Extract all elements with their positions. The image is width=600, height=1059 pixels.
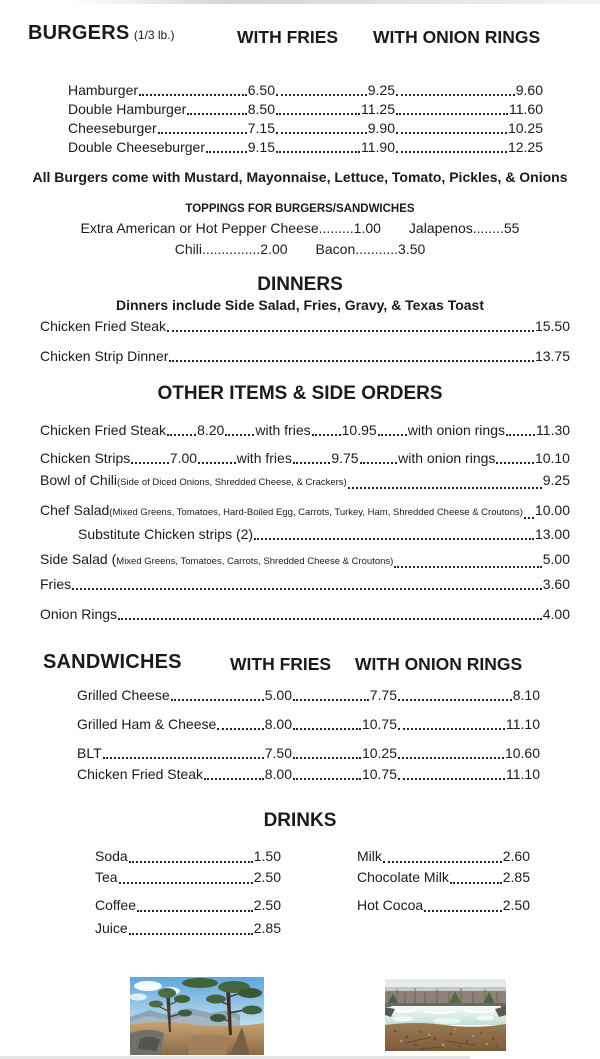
item-price: 7.15: [247, 120, 275, 136]
dot-leader: [137, 910, 253, 912]
item-price: 5.00: [542, 551, 570, 567]
topping-price: 2.00: [260, 241, 288, 257]
item-price: 13.75: [534, 348, 570, 364]
item-name: Double Hamburger: [68, 101, 187, 117]
item-price: 2.50: [502, 897, 530, 913]
with-fries-price: 10.75: [361, 716, 397, 732]
item-name: BLT: [77, 745, 102, 761]
with-onion-rings-price: 9.60: [515, 82, 543, 98]
with-onion-rings-price: 11.10: [506, 716, 540, 732]
item-price: 2.85: [502, 869, 530, 885]
row-chef-salad: [40, 500, 570, 523]
item-price: 5.00: [264, 687, 292, 703]
dot-leader: [293, 778, 361, 780]
item-name: Hamburger: [68, 82, 139, 98]
dot-leader: [225, 434, 254, 436]
dinners-title: DINNERS: [257, 274, 343, 295]
dot-leader: [398, 757, 504, 759]
dot-leader: [424, 910, 502, 912]
dot-leader: [139, 94, 247, 96]
row-blt: [77, 744, 540, 763]
row-coffee: [95, 895, 281, 916]
row-soda: [95, 846, 281, 867]
item-price: 7.50: [264, 745, 292, 761]
dot-leader: [119, 882, 253, 884]
dot-leader: [293, 728, 361, 730]
burgers-note: All Burgers come with Mustard, Mayonnaise, Lettuce, Tomato, Pickles, & Onions: [32, 169, 568, 185]
other-items-title: OTHER ITEMS & SIDE ORDERS: [157, 383, 443, 404]
dot-leader: [396, 132, 507, 134]
dot-leader: [187, 113, 246, 115]
item-name: Chicken Fried Steak: [40, 318, 167, 334]
burgers-header: [28, 22, 175, 45]
item-price: 2.50: [253, 897, 281, 913]
dot-leader: [293, 462, 331, 464]
dot-leader: [158, 132, 247, 134]
item-name: Chocolate Milk: [357, 869, 449, 885]
item-price: 9.15: [247, 139, 275, 155]
dot-leader: [204, 778, 264, 780]
row-substitute-chicken-strips: [78, 524, 570, 544]
dot-leader: [293, 699, 369, 701]
other-items-list: [0, 420, 600, 624]
item-name: Grilled Ham & Cheese: [77, 716, 217, 732]
item-note: Mixed Greens, Tomatoes, Carrots, Shredded Cheese & Croutons): [116, 556, 394, 567]
item-price: 3.60: [542, 576, 570, 592]
dinners-subtitle: Dinners include Side Salad, Fries, Gravy, & Texas Toast: [115, 297, 485, 313]
dot-leader: [360, 462, 398, 464]
row-milk: [357, 846, 530, 867]
dot-leader: [169, 360, 534, 362]
dot-leader: [167, 330, 534, 332]
with-fries-price: 11.90: [361, 139, 395, 155]
drinks-column-left: [95, 846, 281, 939]
row-grilled-ham-cheese: [77, 715, 540, 734]
row-side-salad: [40, 549, 570, 572]
dot-leader: [398, 778, 505, 780]
with-fries-price: 9.25: [367, 82, 395, 98]
dot-leader: [171, 699, 264, 701]
with-fries-price: 10.25: [361, 745, 397, 761]
item-price: 4.00: [542, 606, 570, 622]
with-onion-rings-label: with onion rings: [407, 422, 505, 438]
sandwiches-table: [77, 686, 540, 784]
item-price: 2.60: [502, 848, 530, 864]
col-header-with-fries: WITH FRIES: [237, 27, 339, 47]
topping-item: Extra American or Hot Pepper Cheese.........1.00: [80, 220, 381, 236]
item-name: Chicken Strips: [40, 450, 131, 466]
item-name: Coffee: [95, 897, 136, 913]
item-name: Milk: [357, 848, 382, 864]
item-note: (Mixed Greens, Tomatoes, Hard-Boiled Egg, Carrots, Turkey, Ham, Shredded Cheese & Croutons): [109, 507, 523, 518]
dot-leader: [206, 151, 247, 153]
item-name: Tea: [95, 869, 118, 885]
with-onion-rings-price: 8.10: [512, 687, 540, 703]
with-fries-label: with fries: [236, 450, 292, 466]
sandwiches-title: SANDWICHES: [43, 651, 182, 673]
item-name: Grilled Cheese: [77, 687, 170, 703]
row-hamburger: [68, 81, 543, 100]
row-chicken-fried-steak: [40, 420, 570, 440]
dot-leader: [131, 462, 169, 464]
topping-item: Bacon...........3.50: [315, 241, 426, 257]
with-onion-rings-price: 11.30: [536, 422, 571, 438]
row-chicken-fried-steak-dinner: [40, 316, 570, 336]
dot-leader: [198, 462, 236, 464]
item-name: Side Salad (: [40, 551, 117, 567]
dot-leader: [276, 151, 360, 153]
dot-run: ...............: [201, 241, 261, 257]
dot-leader: [524, 517, 534, 519]
item-note: (Side of Diced Onions, Shredded Cheese, & Crackers): [117, 477, 347, 488]
dot-leader: [312, 434, 341, 436]
row-fries: [40, 574, 570, 594]
toppings-line-2: [0, 241, 600, 257]
dot-leader: [396, 113, 508, 115]
dot-run: ........: [472, 220, 504, 236]
with-fries-price: 10.75: [361, 766, 397, 782]
item-price: 10.00: [534, 502, 570, 518]
dot-leader: [398, 699, 512, 701]
dot-leader: [276, 132, 367, 134]
item-price: 8.20: [197, 422, 225, 438]
burgers-title: BURGERS: [28, 22, 130, 44]
with-onion-rings-price: 12.25: [507, 139, 543, 155]
with-onion-rings-price: 10.25: [507, 120, 543, 136]
dot-run: .........: [318, 220, 354, 236]
item-name: Chicken Fried Steak: [77, 766, 204, 782]
row-juice: [95, 918, 281, 939]
dot-leader: [394, 566, 541, 568]
row-tea: [95, 867, 281, 888]
with-fries-price: 9.75: [331, 450, 359, 466]
topping-item: Jalapenos........55: [408, 220, 520, 236]
toppings-line-1: [0, 220, 600, 236]
dot-leader: [167, 434, 196, 436]
with-fries-price: 10.95: [341, 422, 377, 438]
dot-leader: [396, 151, 507, 153]
creek-waterfall-photo: [385, 979, 506, 1051]
item-price: 8.00: [264, 716, 292, 732]
dot-leader: [276, 113, 360, 115]
item-price: 2.50: [253, 869, 281, 885]
row-chicken-fried-steak-sandwich: [77, 765, 540, 784]
item-name: Juice: [95, 920, 128, 936]
item-name: Hot Cocoa: [357, 897, 424, 913]
topping-item: Chili...............2.00: [174, 241, 288, 257]
row-onion-rings: [40, 604, 570, 624]
dot-leader: [72, 588, 542, 590]
item-price: 13.00: [534, 526, 570, 542]
row-double-cheeseburger: [68, 138, 543, 157]
toppings-title: TOPPINGS FOR BURGERS/SANDWICHES: [185, 203, 415, 215]
row-double-hamburger: [68, 100, 543, 119]
item-price: 7.00: [169, 450, 198, 466]
item-name: Chicken Strip Dinner: [40, 348, 169, 364]
item-price: 9.25: [542, 472, 570, 488]
item-name: Soda: [95, 848, 128, 864]
item-name: Fries: [40, 576, 72, 592]
with-fries-label: with fries: [255, 422, 311, 438]
item-price: 6.50: [247, 82, 275, 98]
with-onion-rings-price: 10.10: [534, 450, 570, 466]
dot-leader: [217, 728, 263, 730]
item-name: Chef Salad: [40, 502, 110, 518]
dot-run: ...........: [355, 241, 399, 257]
burgers-table: [68, 81, 543, 157]
drinks-title: DRINKS: [263, 810, 337, 831]
col-header-with-fries: WITH FRIES: [230, 654, 332, 674]
topping-price: 1.00: [353, 220, 381, 236]
dot-leader: [450, 882, 502, 884]
dot-leader: [506, 434, 535, 436]
overlook-photo: [130, 977, 264, 1055]
dot-leader: [348, 487, 542, 489]
dot-leader: [396, 94, 515, 96]
row-chicken-strip-dinner: [40, 346, 570, 366]
row-grilled-cheese: [77, 686, 540, 705]
with-fries-price: 11.25: [361, 101, 395, 117]
with-onion-rings-label: with onion rings: [398, 450, 496, 466]
dot-leader: [496, 462, 534, 464]
item-price: 15.50: [534, 318, 570, 334]
with-onion-rings-price: 11.10: [506, 766, 540, 782]
with-fries-price: 7.75: [369, 687, 397, 703]
dot-leader: [383, 861, 502, 863]
row-chicken-strips: [40, 448, 570, 468]
dot-leader: [293, 757, 361, 759]
topping-price: 3.50: [398, 241, 426, 257]
item-name: Bowl of Chili: [40, 472, 118, 488]
dot-leader: [129, 861, 253, 863]
item-name: Chicken Fried Steak: [40, 422, 167, 438]
dot-leader: [118, 618, 542, 620]
item-name: Cheeseburger: [68, 120, 157, 136]
item-price: 2.85: [253, 920, 281, 936]
dot-leader: [129, 933, 253, 935]
item-price: 8.00: [264, 766, 292, 782]
item-price: 8.50: [247, 101, 275, 117]
scan-artifact-top: [70, 0, 600, 4]
row-hot-cocoa: [357, 895, 530, 916]
drinks-column-right: [357, 846, 530, 916]
item-price: 1.50: [253, 848, 281, 864]
dot-leader: [254, 538, 534, 540]
row-bowl-of-chili: [40, 470, 570, 493]
with-onion-rings-price: 11.60: [509, 101, 543, 117]
row-chocolate-milk: [357, 867, 530, 888]
dot-leader: [276, 94, 367, 96]
item-name: Double Cheeseburger: [68, 139, 205, 155]
burgers-size-note: (1/3 lb.): [133, 28, 175, 42]
dot-leader: [398, 728, 505, 730]
with-fries-price: 9.90: [367, 120, 395, 136]
row-cheeseburger: [68, 119, 543, 138]
item-name: Onion Rings: [40, 606, 118, 622]
dot-leader: [103, 757, 264, 759]
item-name: Substitute Chicken strips (2): [78, 526, 254, 542]
with-onion-rings-price: 10.60: [504, 745, 540, 761]
topping-price: 55: [503, 220, 520, 236]
col-header-with-onion-rings: WITH ONION RINGS: [373, 27, 541, 47]
col-header-with-onion-rings: WITH ONION RINGS: [355, 654, 523, 674]
dot-leader: [378, 434, 407, 436]
